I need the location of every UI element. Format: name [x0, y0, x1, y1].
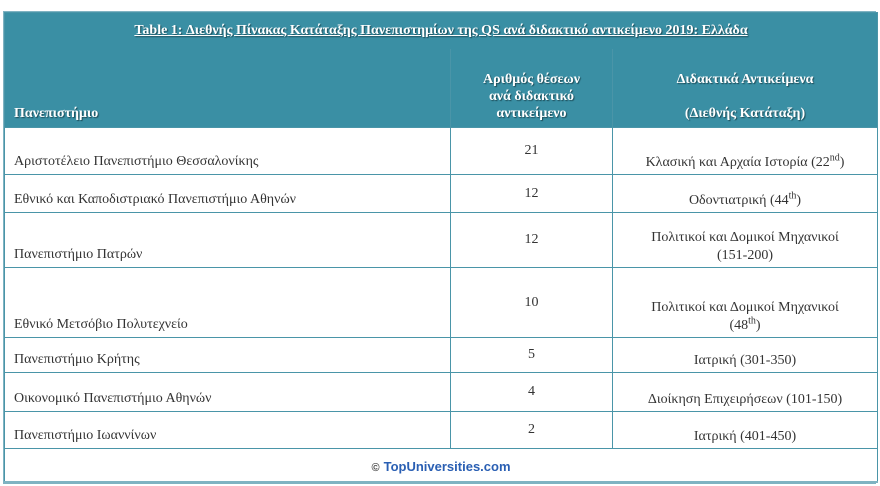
- table-row: [5, 128, 878, 175]
- university-cell: Αριστοτέλειο Πανεπιστήμιο Θεσσαλονίκης: [5, 128, 451, 175]
- table-row: [5, 412, 878, 449]
- count-cell: 5: [451, 338, 613, 373]
- university-cell: Πανεπιστήμιο Κρήτης: [5, 338, 451, 373]
- count-cell: 21: [451, 128, 613, 175]
- source-link[interactable]: TopUniversities.com: [383, 458, 511, 474]
- count-cell: 2: [451, 412, 613, 449]
- table-row: [5, 213, 878, 268]
- copyright-icon: ©: [371, 461, 380, 474]
- subject-cell: Κλασική και Αρχαία Ιστορία (22nd): [613, 128, 878, 175]
- table-header-row: [5, 49, 878, 128]
- table-row: [5, 175, 878, 213]
- ranking-table-container: [3, 11, 876, 484]
- subject-cell: Ιατρική (401-450): [613, 412, 878, 449]
- table-caption-row: [5, 13, 878, 49]
- university-cell: Εθνικό και Καποδιστριακό Πανεπιστήμιο Αθηνών: [5, 175, 451, 213]
- table-row: [5, 373, 878, 412]
- university-cell: Πανεπιστήμιο Πατρών: [5, 213, 451, 268]
- count-cell: 12: [451, 213, 613, 268]
- subject-cell: Οδοντιατρική (44th): [613, 175, 878, 213]
- university-cell: Εθνικό Μετσόβιο Πολυτεχνείο: [5, 268, 451, 338]
- subject-cell: Πολιτικοί και Δομικοί Μηχανικοί (151-200): [613, 213, 878, 268]
- table-footer-row: [5, 449, 878, 482]
- header-count: Αριθμός θέσεων ανά διδακτικό αντικείμενο: [451, 49, 613, 128]
- count-cell: 10: [451, 268, 613, 338]
- header-university: Πανεπιστήμιο: [5, 49, 451, 128]
- subject-cell: Πολιτικοί και Δομικοί Μηχανικοί (48th): [613, 268, 878, 338]
- subject-cell: Ιατρική (301-350): [613, 338, 878, 373]
- count-cell: 12: [451, 175, 613, 213]
- header-subject: Διδακτικά Αντικείμενα (Διεθνής Κατάταξη): [613, 49, 878, 128]
- ranking-table: [4, 12, 878, 483]
- subject-cell: Διοίκηση Επιχειρήσεων (101-150): [613, 373, 878, 412]
- university-cell: Πανεπιστήμιο Ιωαννίνων: [5, 412, 451, 449]
- table-row: [5, 338, 878, 373]
- source-credit: [5, 449, 878, 482]
- count-cell: 4: [451, 373, 613, 412]
- table-row: [5, 268, 878, 338]
- university-cell: Οικονομικό Πανεπιστήμιο Αθηνών: [5, 373, 451, 412]
- table-caption: Table 1: Διεθνής Πίνακας Κατάταξης Πανεπιστημίων της QS ανά διδακτικό αντικείμενο 2019: Ελλάδα: [5, 13, 878, 49]
